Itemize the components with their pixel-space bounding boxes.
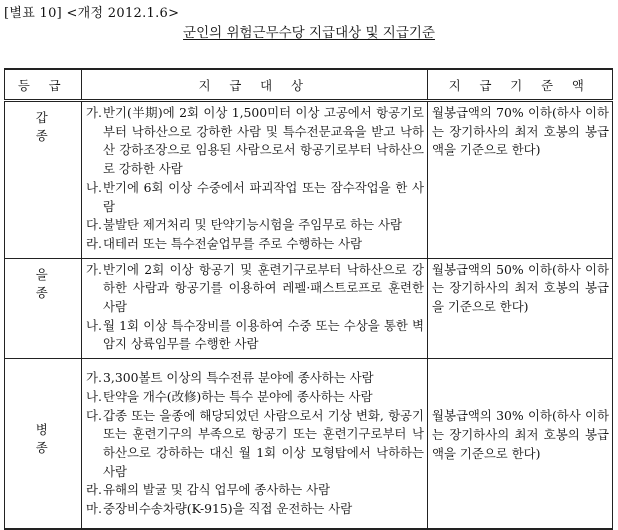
item-text: 월 1회 이상 특수장비를 이용하여 수중 또는 수상을 통한 벽암지 상륙임무를 수행한 사람 xyxy=(103,317,424,352)
item-text: 3,300볼트 이상의 특수전류 분야에 종사하는 사람 xyxy=(103,370,374,386)
targets-cell xyxy=(82,359,428,529)
target-item xyxy=(86,261,424,317)
item-text: 유해의 발굴 및 감식 업무에 종사하는 사람 xyxy=(103,482,331,498)
item-marker: 가. xyxy=(86,105,102,120)
table-row-eul xyxy=(5,258,613,359)
item-marker: 마. xyxy=(86,501,102,517)
standard-cell: 월봉급액의 30% 이하(하사 이하는 장기하사의 최저 호봉의 봉급액을 기준으로 한다) xyxy=(428,359,613,529)
item-text: 중장비수송차량(K-915)을 직접 운전하는 사람 xyxy=(103,501,353,517)
item-text: 대테러 또는 특수전술업무를 주로 수행하는 사람 xyxy=(103,235,363,251)
target-item xyxy=(86,369,424,388)
target-item xyxy=(86,481,424,500)
item-text: 불발탄 제거처리 및 탄약기능시험을 주임무로 하는 사람 xyxy=(103,217,402,233)
grade-cell: 갑 종 xyxy=(5,101,82,259)
item-text: 반기에 6회 이상 수중에서 파괴작업 또는 잠수작업을 한 사람 xyxy=(103,179,424,214)
target-item xyxy=(86,388,424,407)
target-item xyxy=(86,104,424,179)
item-text: 반기(半期)에 2회 이상 1,500미터 이상 고공에서 항공기로부터 낙하산으로 강하한 사람 및 특수전문교육을 받고 낙하산 강하조장으로 임용된 사람으로서 항공기로부터 낙하산으로 강하한 사람 xyxy=(103,105,424,177)
item-text: 갑종 또는 을종에 해당되었던 사람으로서 기상 변화, 항공기 또는 훈련기구의 부족으로 항공기 또는 훈련기구로부터 낙하산으로 강하하는 대신 월 1회 이상 모형탑에서 낙하하는 사람 xyxy=(103,407,424,479)
item-marker: 다. xyxy=(86,407,102,423)
item-marker: 나. xyxy=(86,179,102,195)
target-item xyxy=(86,216,424,235)
standard-cell: 월봉급액의 50% 이하(하사 이하는 장기하사의 최저 호봉의 봉급을 기준으로 한다) xyxy=(428,258,613,359)
allowance-table xyxy=(4,68,613,530)
column-header-grade: 등 급 xyxy=(5,69,82,101)
targets-cell xyxy=(82,258,428,359)
table-header-row xyxy=(5,69,613,101)
grade-cell: 병 종 xyxy=(5,359,82,529)
targets-cell xyxy=(82,101,428,259)
target-item xyxy=(86,179,424,216)
item-marker: 나. xyxy=(86,317,102,333)
item-marker: 다. xyxy=(86,217,102,233)
item-marker: 가. xyxy=(86,261,102,277)
document-title xyxy=(0,21,618,41)
item-marker: 라. xyxy=(86,482,102,498)
column-header-targets: 지 급 대 상 xyxy=(82,69,428,101)
document-title-text: 군인의 위험근무수당 지급대상 및 지급기준 xyxy=(183,25,435,41)
item-marker: 나. xyxy=(86,388,102,404)
item-marker: 라. xyxy=(86,235,102,251)
target-item xyxy=(86,500,424,519)
table-row-gap xyxy=(5,101,613,259)
target-item xyxy=(86,235,424,254)
column-header-standard: 지 급 기 준 액 xyxy=(428,69,613,101)
grade-cell: 을 종 xyxy=(5,258,82,359)
item-marker: 가. xyxy=(86,370,102,386)
table-row-byeong xyxy=(5,359,613,529)
item-text: 반기에 2회 이상 항공기 및 훈련기구로부터 낙하산으로 강하한 사람과 항공기를 이용하여 레펠·패스트로프로 훈련한 사람 xyxy=(103,261,424,315)
target-item xyxy=(86,317,424,354)
annex-note: [별표 10] <개정 2012.1.6> xyxy=(4,6,180,21)
target-item xyxy=(86,407,424,482)
item-text: 탄약을 개수(改修)하는 특수 분야에 종사하는 사람 xyxy=(103,388,373,404)
standard-cell: 월봉급액의 70% 이하(하사 이하는 장기하사의 최저 호봉의 봉급액을 기준으로 한다) xyxy=(428,101,613,259)
